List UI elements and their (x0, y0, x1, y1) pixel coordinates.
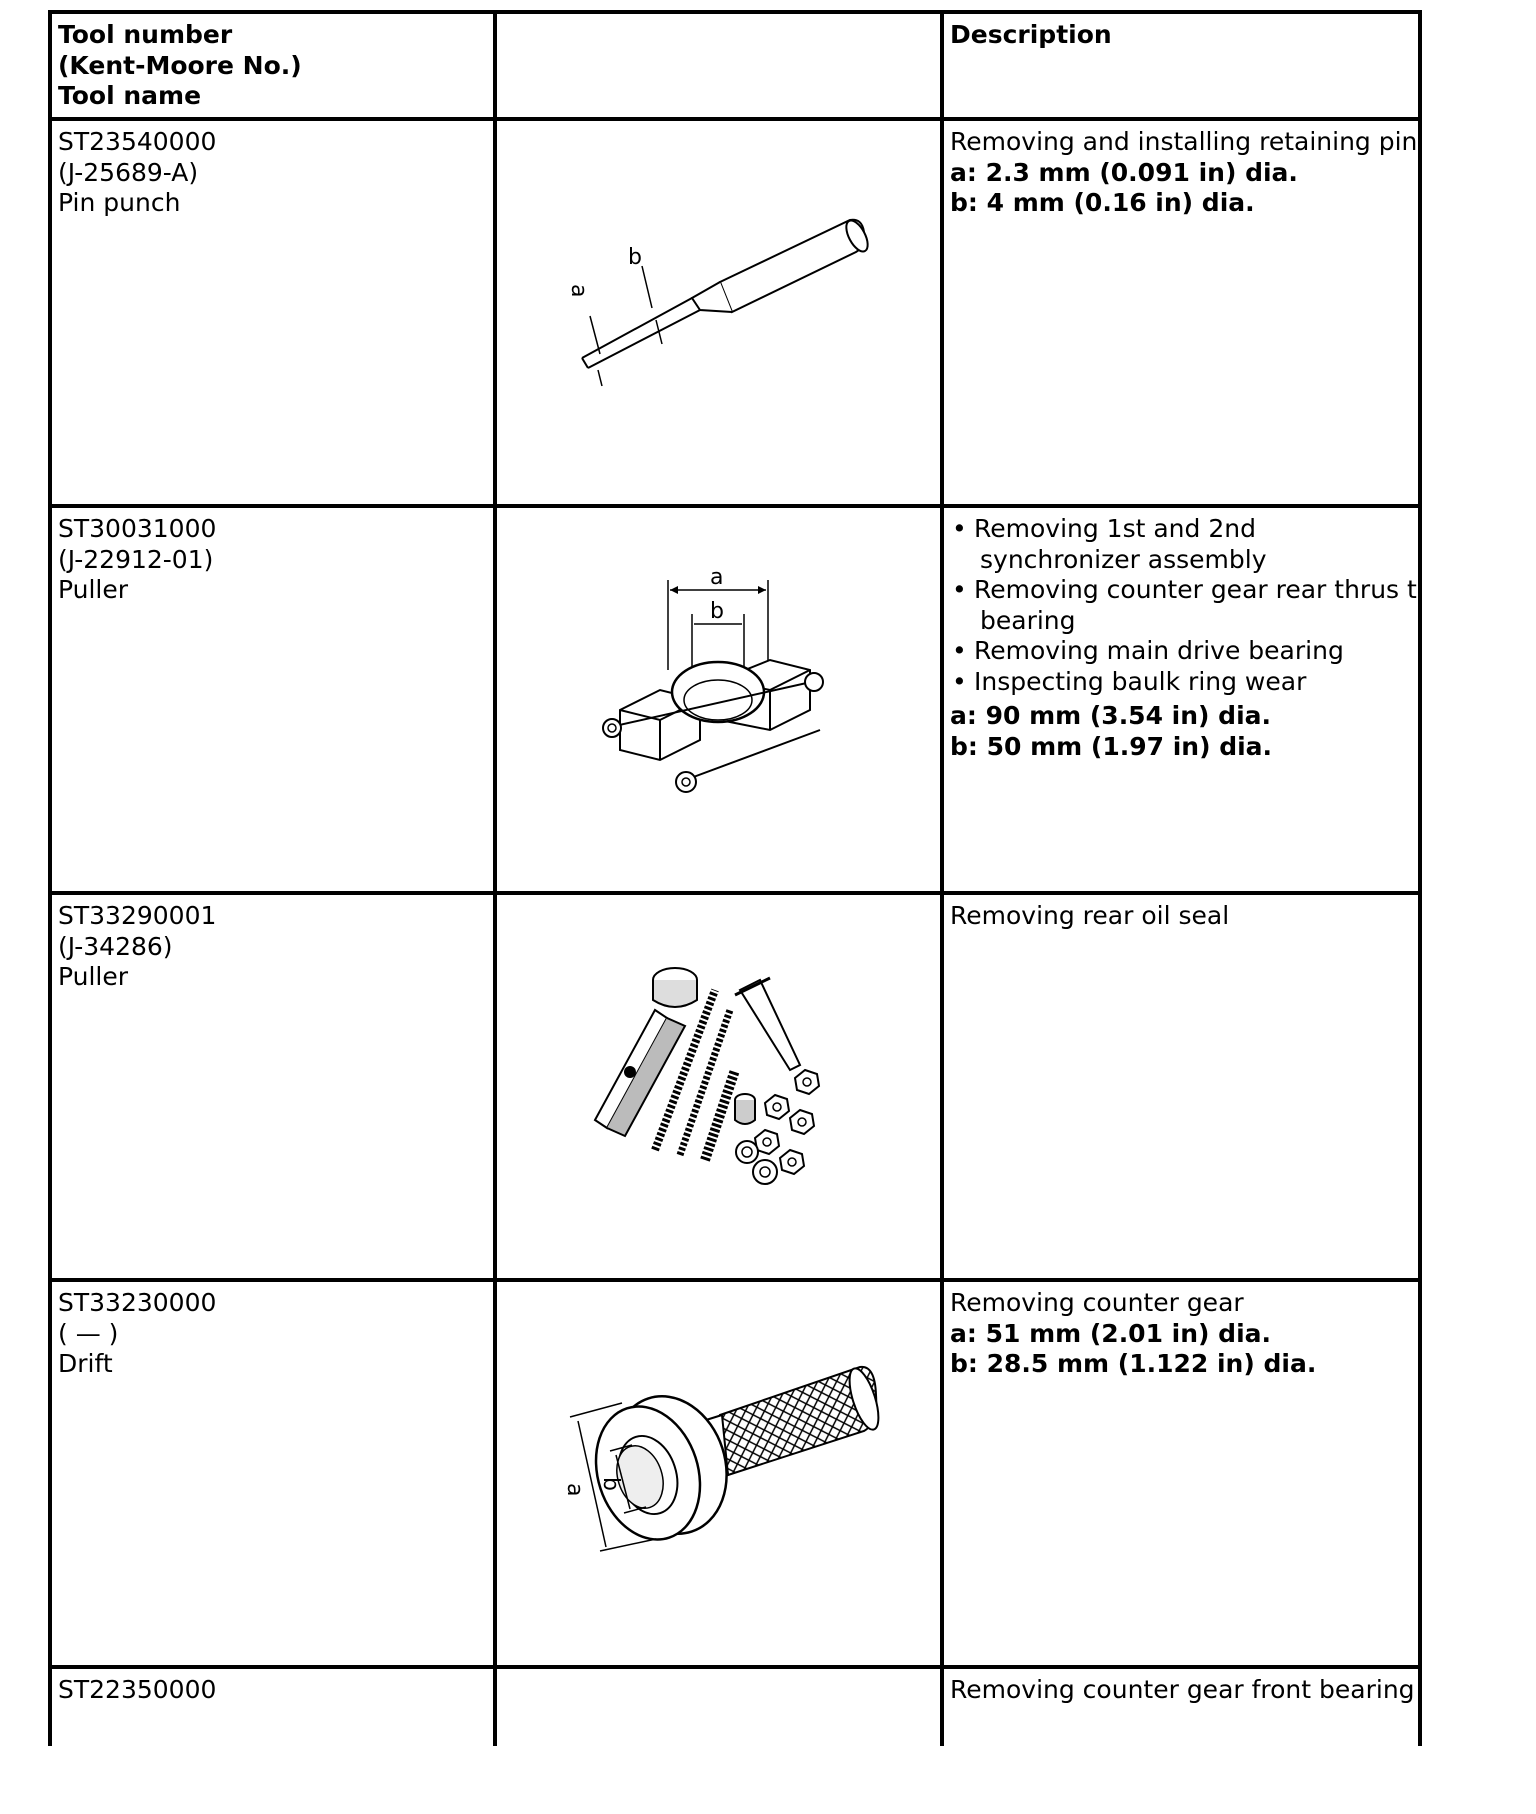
row-5-description (950, 1675, 1415, 1706)
bearing-puller-illustration (600, 560, 840, 810)
list-item: • Removing 1st and 2nd synchronizer assembly (950, 514, 1417, 575)
description-text: Removing counter gear (950, 1288, 1244, 1317)
column-divider-1 (493, 10, 497, 1746)
row-3-description (950, 901, 1229, 932)
row-divider-1 (48, 504, 1422, 508)
row-1-tool-info (58, 127, 216, 219)
label-b: b (710, 599, 724, 624)
kent-moore-number: (J-34286) (58, 931, 173, 961)
row-3-tool-info (58, 901, 216, 993)
spec-b: b: 28.5 mm (1.122 in) dia. (950, 1349, 1317, 1378)
row-2-tool-info (58, 514, 216, 606)
tool-name: Puller (58, 575, 129, 604)
puller-kit-illustration (585, 950, 845, 1210)
label-a: a (566, 284, 591, 298)
usage-list (950, 514, 1417, 697)
description-text: Removing and installing retaining pin (950, 127, 1418, 156)
row-5-tool-info (58, 1675, 216, 1706)
drift-illustration (560, 1345, 880, 1575)
header-tool-info (58, 20, 302, 112)
table-border-top (48, 10, 1422, 14)
tool-number: ST30031000 (58, 514, 217, 543)
kent-moore-number: (J-25689-A) (58, 157, 199, 187)
header-tool-name: Tool name (58, 81, 202, 110)
row-divider-4 (48, 1665, 1422, 1669)
row-4-tool-info (58, 1288, 216, 1380)
header-tool-number: Tool number (58, 20, 233, 49)
kent-moore-number: ( — ) (58, 1318, 119, 1348)
table-border-left (48, 10, 52, 1746)
row-2-description (950, 514, 1417, 762)
header-kent-moore: (Kent-Moore No.) (58, 50, 302, 80)
row-divider-2 (48, 891, 1422, 895)
tool-number: ST23540000 (58, 127, 217, 156)
label-a: a (710, 565, 724, 590)
spec-a: a: 51 mm (2.01 in) dia. (950, 1318, 1272, 1348)
tool-number: ST22350000 (58, 1675, 217, 1704)
table-border-right (1418, 10, 1422, 1746)
tool-name: Drift (58, 1349, 113, 1378)
list-item: • Removing main drive bearing (950, 636, 1417, 667)
pin-punch-illustration (560, 210, 880, 390)
spec-b: b: 50 mm (1.97 in) dia. (950, 731, 1273, 761)
header-description: Description (950, 20, 1112, 49)
tool-number: ST33230000 (58, 1288, 217, 1317)
column-divider-2 (940, 10, 944, 1746)
tool-number: ST33290001 (58, 901, 217, 930)
kent-moore-number: (J-22912-01) (58, 544, 214, 574)
spec-a: a: 2.3 mm (0.091 in) dia. (950, 157, 1298, 187)
row-divider-3 (48, 1278, 1422, 1282)
tool-name: Puller (58, 962, 129, 991)
list-item: • Inspecting baulk ring wear (950, 667, 1417, 698)
header-divider (48, 117, 1422, 121)
description-text: Removing rear oil seal (950, 901, 1230, 930)
label-b: b (598, 1477, 623, 1491)
description-text: Removing counter gear front bearing (950, 1675, 1415, 1704)
row-4-description (950, 1288, 1316, 1380)
list-item: • Removing counter gear rear thrus t bearing (950, 575, 1417, 636)
label-a: a (562, 1483, 587, 1497)
spec-b: b: 4 mm (0.16 in) dia. (950, 188, 1255, 217)
label-b: b (628, 245, 642, 270)
row-1-description (950, 127, 1417, 219)
spec-a: a: 90 mm (3.54 in) dia. (950, 701, 1272, 730)
tool-name: Pin punch (58, 188, 181, 217)
